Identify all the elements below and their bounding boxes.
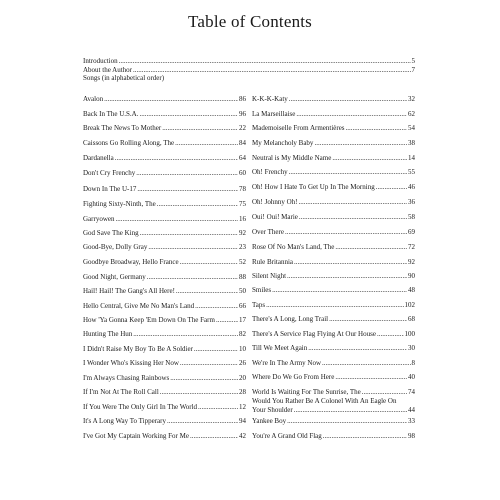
entry-title: There's A Service Flag Flying At Our House	[252, 330, 376, 338]
entry-title: I Didn't Raise My Boy To Be A Soldier	[83, 345, 193, 353]
entry-page: 86	[239, 95, 246, 103]
entry-title: Goodbye Broadway, Hello France	[83, 258, 179, 266]
dot-leader	[294, 258, 407, 267]
entry-title: Good-Bye, Dolly Gray	[83, 243, 148, 251]
dot-leader	[289, 95, 407, 104]
toc-entry[interactable]	[252, 344, 415, 353]
toc-entry[interactable]	[83, 66, 415, 75]
toc-entry[interactable]	[83, 243, 246, 252]
toc-entry[interactable]	[252, 330, 415, 339]
toc-entry[interactable]	[83, 417, 246, 426]
entry-page: 92	[408, 258, 415, 266]
songs-heading: Songs (in alphabetical order)	[83, 74, 165, 83]
entry-page: 23	[239, 243, 246, 251]
dot-leader	[346, 124, 407, 133]
toc-entry[interactable]	[83, 258, 246, 267]
dot-leader	[294, 406, 407, 415]
entry-title: Over There	[252, 228, 284, 236]
entry-title: God Save The King	[83, 229, 139, 237]
dot-leader	[180, 359, 238, 368]
toc-entry[interactable]	[252, 110, 415, 119]
toc-entry[interactable]	[252, 315, 415, 324]
entry-title: Oh! Johnny Oh!	[252, 198, 298, 206]
entry-title: K-K-K-Katy	[252, 95, 288, 103]
entry-page: 102	[404, 301, 415, 309]
toc-entry[interactable]	[252, 183, 415, 192]
toc-entry[interactable]	[252, 198, 415, 207]
dot-leader	[167, 417, 238, 426]
dot-leader	[299, 213, 407, 222]
dot-leader	[272, 286, 407, 295]
entry-page: 68	[408, 315, 415, 323]
toc-entry[interactable]	[252, 388, 415, 397]
toc-entry[interactable]	[252, 124, 415, 133]
entry-page: 100	[404, 330, 415, 338]
toc-entry[interactable]	[83, 57, 415, 66]
entry-title: I've Got My Captain Working For Me	[83, 432, 189, 440]
toc-entry[interactable]	[252, 243, 415, 252]
entry-title: About the Author	[83, 65, 132, 74]
entry-title: La Marseillaise	[252, 110, 296, 118]
entry-title: Garryowen	[83, 215, 115, 223]
entry-page: 82	[239, 330, 246, 338]
toc-entry[interactable]	[83, 302, 246, 311]
toc-entry[interactable]	[252, 417, 415, 426]
dot-leader	[160, 388, 238, 397]
entry-title: Smiles	[252, 286, 272, 294]
entry-title: I Wonder Who's Kissing Her Now	[83, 359, 179, 367]
dot-leader	[289, 168, 407, 177]
dot-leader	[180, 258, 238, 267]
intro-section	[83, 57, 415, 83]
dot-leader	[195, 302, 238, 311]
dot-leader	[136, 169, 238, 178]
entry-title: Oh! How I Hate To Get Up In The Morning	[252, 183, 375, 191]
entry-title: If You Were The Only Girl In The World	[83, 403, 198, 411]
entry-page: 66	[239, 302, 246, 310]
entry-page: 12	[239, 403, 246, 411]
toc-entry[interactable]	[252, 301, 415, 310]
entry-title: Your Shoulder	[252, 405, 293, 414]
entry-page: 38	[408, 139, 415, 147]
entry-page: 75	[239, 200, 246, 208]
entry-title: My Melancholy Baby	[252, 139, 314, 147]
toc-entry[interactable]	[252, 139, 415, 148]
entry-title: Don't Cry Frenchy	[83, 169, 136, 177]
dot-leader	[362, 388, 407, 397]
entry-page: 84	[239, 139, 246, 147]
toc-entry[interactable]	[252, 432, 415, 441]
toc-entry[interactable]	[252, 373, 415, 382]
dot-leader	[133, 330, 238, 339]
entry-page: 88	[239, 273, 246, 281]
dot-leader	[314, 139, 407, 148]
dot-leader	[194, 345, 238, 354]
toc-entry[interactable]	[83, 169, 246, 178]
toc-entry[interactable]	[83, 388, 246, 397]
dot-leader	[335, 243, 407, 252]
dot-leader	[376, 183, 407, 192]
dot-leader	[299, 198, 408, 207]
dot-leader	[119, 57, 411, 66]
toc-entry[interactable]	[252, 359, 415, 368]
entry-page: 7	[411, 65, 415, 74]
dot-leader	[198, 403, 238, 412]
entry-page: 40	[408, 373, 415, 381]
entry-title: I'm Always Chasing Rainbows	[83, 374, 170, 382]
entry-title: You're A Grand Old Flag	[252, 432, 322, 440]
dot-leader	[175, 139, 238, 148]
entry-page: 20	[239, 374, 246, 382]
toc-entry[interactable]	[252, 397, 415, 414]
entry-title: Caissons Go Rolling Along, The	[83, 139, 175, 147]
entry-page: 26	[239, 359, 246, 367]
entry-page: 8	[411, 359, 415, 367]
dot-leader	[216, 316, 238, 325]
dot-leader	[308, 344, 407, 353]
dot-leader	[162, 124, 238, 133]
entry-title: Hail! Hail! The Gang's All Here!	[83, 287, 175, 295]
entry-title: Yankee Boy	[252, 417, 287, 425]
toc-entry[interactable]	[252, 272, 415, 281]
entry-page: 72	[408, 243, 415, 251]
dot-leader	[147, 273, 238, 282]
entry-page: 78	[239, 185, 246, 193]
entry-title: Oui! Oui! Marie	[252, 213, 298, 221]
dot-leader	[377, 330, 404, 339]
toc-entry[interactable]	[83, 200, 246, 209]
entry-title: Would You Rather Be A Colonel With An Eagle On	[252, 397, 397, 405]
toc-entry[interactable]	[252, 258, 415, 267]
dot-leader	[170, 374, 238, 383]
entry-page: 30	[408, 344, 415, 352]
dot-leader	[287, 272, 407, 281]
entry-title: We're In The Army Now	[252, 359, 321, 367]
entry-title: Break The News To Mother	[83, 124, 162, 132]
toc-entry[interactable]	[83, 273, 246, 282]
entry-page: 5	[411, 57, 415, 65]
entry-title-continued	[252, 406, 415, 415]
entry-title: World Is Waiting For The Sunrise, The	[252, 388, 361, 396]
toc-entry[interactable]	[252, 154, 415, 163]
dot-leader	[296, 110, 407, 119]
toc-entry[interactable]	[83, 139, 246, 148]
dot-leader	[176, 287, 238, 296]
entry-title: Fighting Sixty-Ninth, The	[83, 200, 156, 208]
dot-leader	[115, 154, 238, 163]
entry-page: 52	[239, 258, 246, 266]
entry-page: 48	[408, 286, 415, 294]
dot-leader	[329, 315, 407, 324]
dot-leader	[116, 215, 239, 224]
entry-page: 64	[239, 154, 246, 162]
dot-leader	[139, 110, 238, 119]
entry-page: 74	[408, 388, 415, 396]
toc-entry[interactable]	[83, 215, 246, 224]
dot-leader	[323, 432, 407, 441]
entry-page: 94	[239, 417, 246, 425]
toc-entry[interactable]	[83, 124, 246, 133]
dot-leader	[335, 373, 407, 382]
entry-page: 62	[408, 110, 415, 118]
entry-title: Good Night, Germany	[83, 273, 146, 281]
entry-page: 22	[239, 124, 246, 132]
dot-leader	[332, 154, 407, 163]
entry-title: Silent Night	[252, 272, 287, 280]
toc-entry[interactable]	[83, 403, 246, 412]
toc-entry[interactable]	[83, 154, 246, 163]
entry-page: 55	[408, 168, 415, 176]
entry-page: 42	[239, 432, 246, 440]
entry-page: 33	[408, 417, 415, 425]
entry-title: It's A Long Way To Tipperary	[83, 417, 166, 425]
toc-entry[interactable]	[252, 228, 415, 237]
entry-title: Neutral is My Middle Name	[252, 154, 332, 162]
entry-page: 54	[408, 124, 415, 132]
entry-title: Hunting The Hun	[83, 330, 133, 338]
dot-leader	[287, 417, 407, 426]
toc-entry[interactable]	[83, 110, 246, 119]
entry-title: Rose Of No Man's Land, The	[252, 243, 335, 251]
entry-page: 96	[239, 110, 246, 118]
dot-leader	[322, 359, 411, 368]
dot-leader	[137, 185, 238, 194]
entry-page: 58	[408, 213, 415, 221]
entry-title: How 'Ya Gonna Keep 'Em Down On The Farm	[83, 316, 215, 324]
entry-title: Taps	[252, 301, 266, 309]
entry-title: Down In The U-17	[83, 185, 137, 193]
toc-entry[interactable]	[83, 287, 246, 296]
entry-page: 50	[239, 287, 246, 295]
entry-title: If I'm Not At The Roll Call	[83, 388, 159, 396]
toc-entry[interactable]	[83, 95, 246, 104]
entry-title: Avalon	[83, 95, 104, 103]
entry-page: 10	[239, 345, 246, 353]
dot-leader	[190, 432, 238, 441]
entry-page: 16	[239, 215, 246, 223]
entry-title: Oh! Frenchy	[252, 168, 288, 176]
entry-page: 44	[408, 405, 415, 414]
entry-page: 17	[239, 316, 246, 324]
toc-entry[interactable]	[83, 185, 246, 194]
toc-entry[interactable]	[252, 168, 415, 177]
entry-page: 90	[408, 272, 415, 280]
entry-title: Rule Britannia	[252, 258, 294, 266]
toc-entry[interactable]	[83, 316, 246, 325]
toc-entry[interactable]	[252, 213, 415, 222]
entry-page: 36	[408, 198, 415, 206]
dot-leader	[285, 228, 407, 237]
entry-page: 92	[239, 229, 246, 237]
entry-title: Where Do We Go From Here	[252, 373, 335, 381]
toc-entry[interactable]	[83, 432, 246, 441]
toc-entry[interactable]	[83, 359, 246, 368]
entry-title: Till We Meet Again	[252, 344, 308, 352]
entry-title: Mademoiselle From Armentières	[252, 124, 345, 132]
entry-page: 46	[408, 183, 415, 191]
toc-entry[interactable]	[83, 345, 246, 354]
dot-leader	[266, 301, 403, 310]
dot-leader	[157, 200, 238, 209]
dot-leader	[140, 229, 238, 238]
entry-page: 60	[239, 169, 246, 177]
dot-leader	[148, 243, 238, 252]
entry-title: Hello Central, Give Me No Man's Land	[83, 302, 195, 310]
dot-leader	[133, 66, 411, 75]
entry-page: 98	[408, 432, 415, 440]
toc-entry[interactable]	[83, 374, 246, 383]
entry-title: Back In The U.S.A.	[83, 110, 139, 118]
entry-page: 14	[408, 154, 415, 162]
toc-entry[interactable]	[252, 95, 415, 104]
page-title: Table of Contents	[187, 12, 313, 31]
entry-title: There's A Long, Long Trail	[252, 315, 329, 323]
entry-title: Dardanella	[83, 154, 114, 162]
entry-page: 32	[408, 95, 415, 103]
entry-page: 69	[408, 228, 415, 236]
dot-leader	[104, 95, 238, 104]
entry-page: 28	[239, 388, 246, 396]
toc-entry[interactable]	[83, 229, 246, 238]
entry-title: Introduction	[83, 57, 118, 65]
toc-entry[interactable]	[252, 286, 415, 295]
toc-entry[interactable]	[83, 330, 246, 339]
